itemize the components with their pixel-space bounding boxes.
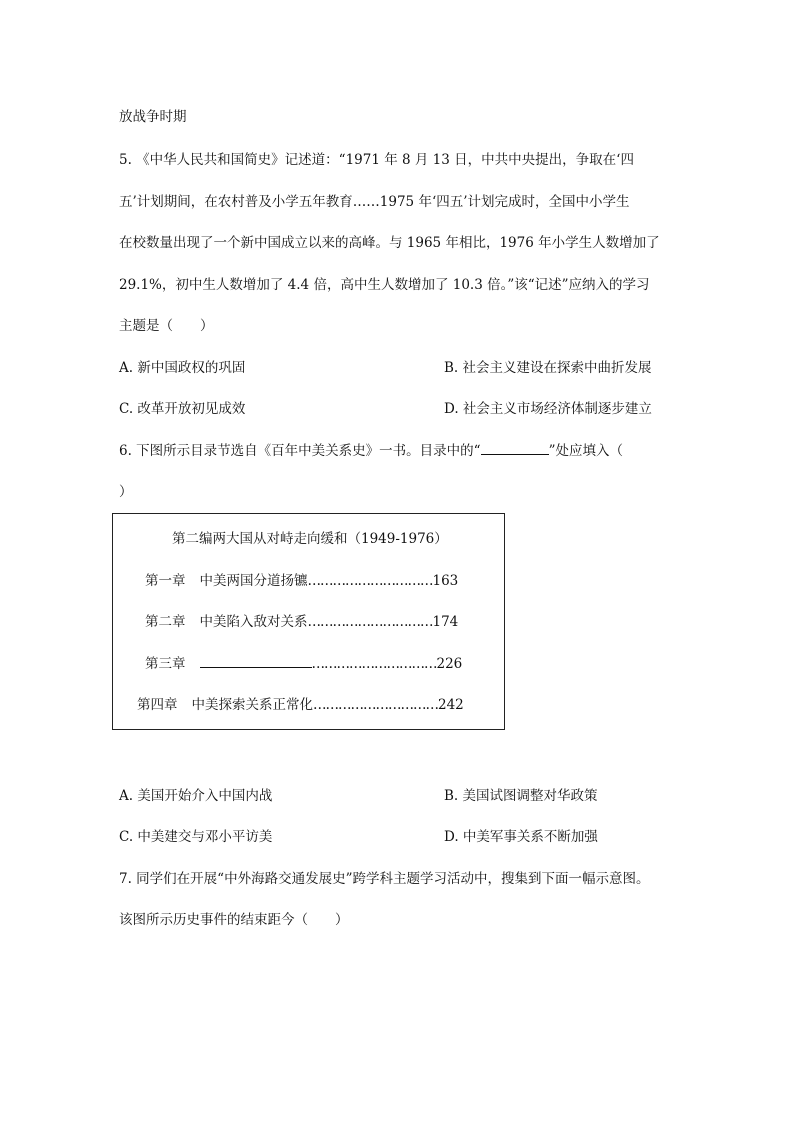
toc-ch1-title: 中美两国分道扬镳: [199, 573, 308, 589]
toc-chapter-1: [145, 572, 458, 590]
q7-line-2: 该图所示历史事件的结束距今（ ）: [119, 912, 349, 928]
toc-ch1-page: 163: [432, 573, 459, 589]
toc-ch1-dots: …………………………: [307, 573, 433, 589]
q6-option-a[interactable]: A. 美国开始介入中国内战: [119, 788, 273, 804]
toc-ch3-dots: …………………………: [311, 656, 437, 672]
q5-line-3: 在校数量出现了一个新中国成立以来的高峰。与 1965 年相比，1976 年小学生人数增加了: [119, 235, 660, 251]
q6-suffix: ”处应填入（: [548, 443, 623, 459]
q6-blank: [481, 442, 549, 455]
toc-ch4-page: 242: [438, 697, 464, 713]
q7-line-1: 7. 同学们在开展“中外海路交通发展史”跨学科主题学习活动中，搜集到下面一幅示意图。: [119, 871, 650, 887]
toc-ch1-num: 第一章: [145, 573, 186, 589]
toc-ch2-page: 174: [432, 614, 459, 630]
q5-line-5: 主题是（ ）: [119, 318, 214, 334]
q5-option-b[interactable]: B. 社会主义建设在探索中曲折发展: [444, 360, 652, 376]
q6-prefix: 6. 下图所示目录节选自《百年中美关系史》一书。目录中的“: [119, 443, 481, 459]
toc-ch2-title: 中美陷入敌对关系: [199, 614, 308, 630]
q6-option-d[interactable]: D. 中美军事关系不断加强: [444, 829, 598, 845]
q5-option-a[interactable]: A. 新中国政权的巩固: [119, 360, 246, 376]
toc-ch3-blank: [200, 655, 312, 668]
toc-ch4-dots: …………………………: [313, 697, 438, 713]
q6-option-c[interactable]: C. 中美建交与邓小平访美: [119, 829, 273, 845]
q6-line-1: [119, 442, 623, 460]
q5-line-2: 五’计划期间，在农村普及小学五年教育……1975 年‘四五’计划完成时，全国中小学生: [119, 194, 630, 210]
q5-option-d[interactable]: D. 社会主义市场经济体制逐步建立: [444, 401, 652, 417]
table-of-contents-box: [112, 513, 505, 730]
toc-chapter-2: [145, 613, 458, 631]
toc-ch2-num: 第二章: [145, 614, 186, 630]
q5-option-c[interactable]: C. 改革开放初见成效: [119, 401, 246, 417]
q5-line-1: 5. 《中华人民共和国简史》记述道：“1971 年 8 月 13 日，中共中央提出，争取在‘四: [119, 152, 634, 168]
toc-heading: 第二编两大国从对峙走向缓和（1949-1976）: [172, 531, 448, 547]
q6-option-b[interactable]: B. 美国试图调整对华政策: [444, 788, 598, 804]
toc-ch4-title: 中美探索关系正常化: [191, 697, 313, 713]
toc-ch3-num: 第三章: [145, 656, 186, 672]
toc-ch3-page: 226: [436, 656, 463, 672]
intro-line: 放战争时期: [119, 109, 187, 125]
toc-ch4-num: 第四章: [137, 697, 178, 713]
toc-ch2-dots: …………………………: [307, 614, 433, 630]
q6-line-2: ）: [119, 484, 133, 500]
toc-chapter-3: [145, 655, 462, 673]
toc-chapter-4: [137, 696, 464, 714]
q5-line-4: 29.1%，初中生人数增加了 4.4 倍，高中生人数增加了 10.3 倍。”该“记述”应纳入的学习: [119, 277, 650, 293]
